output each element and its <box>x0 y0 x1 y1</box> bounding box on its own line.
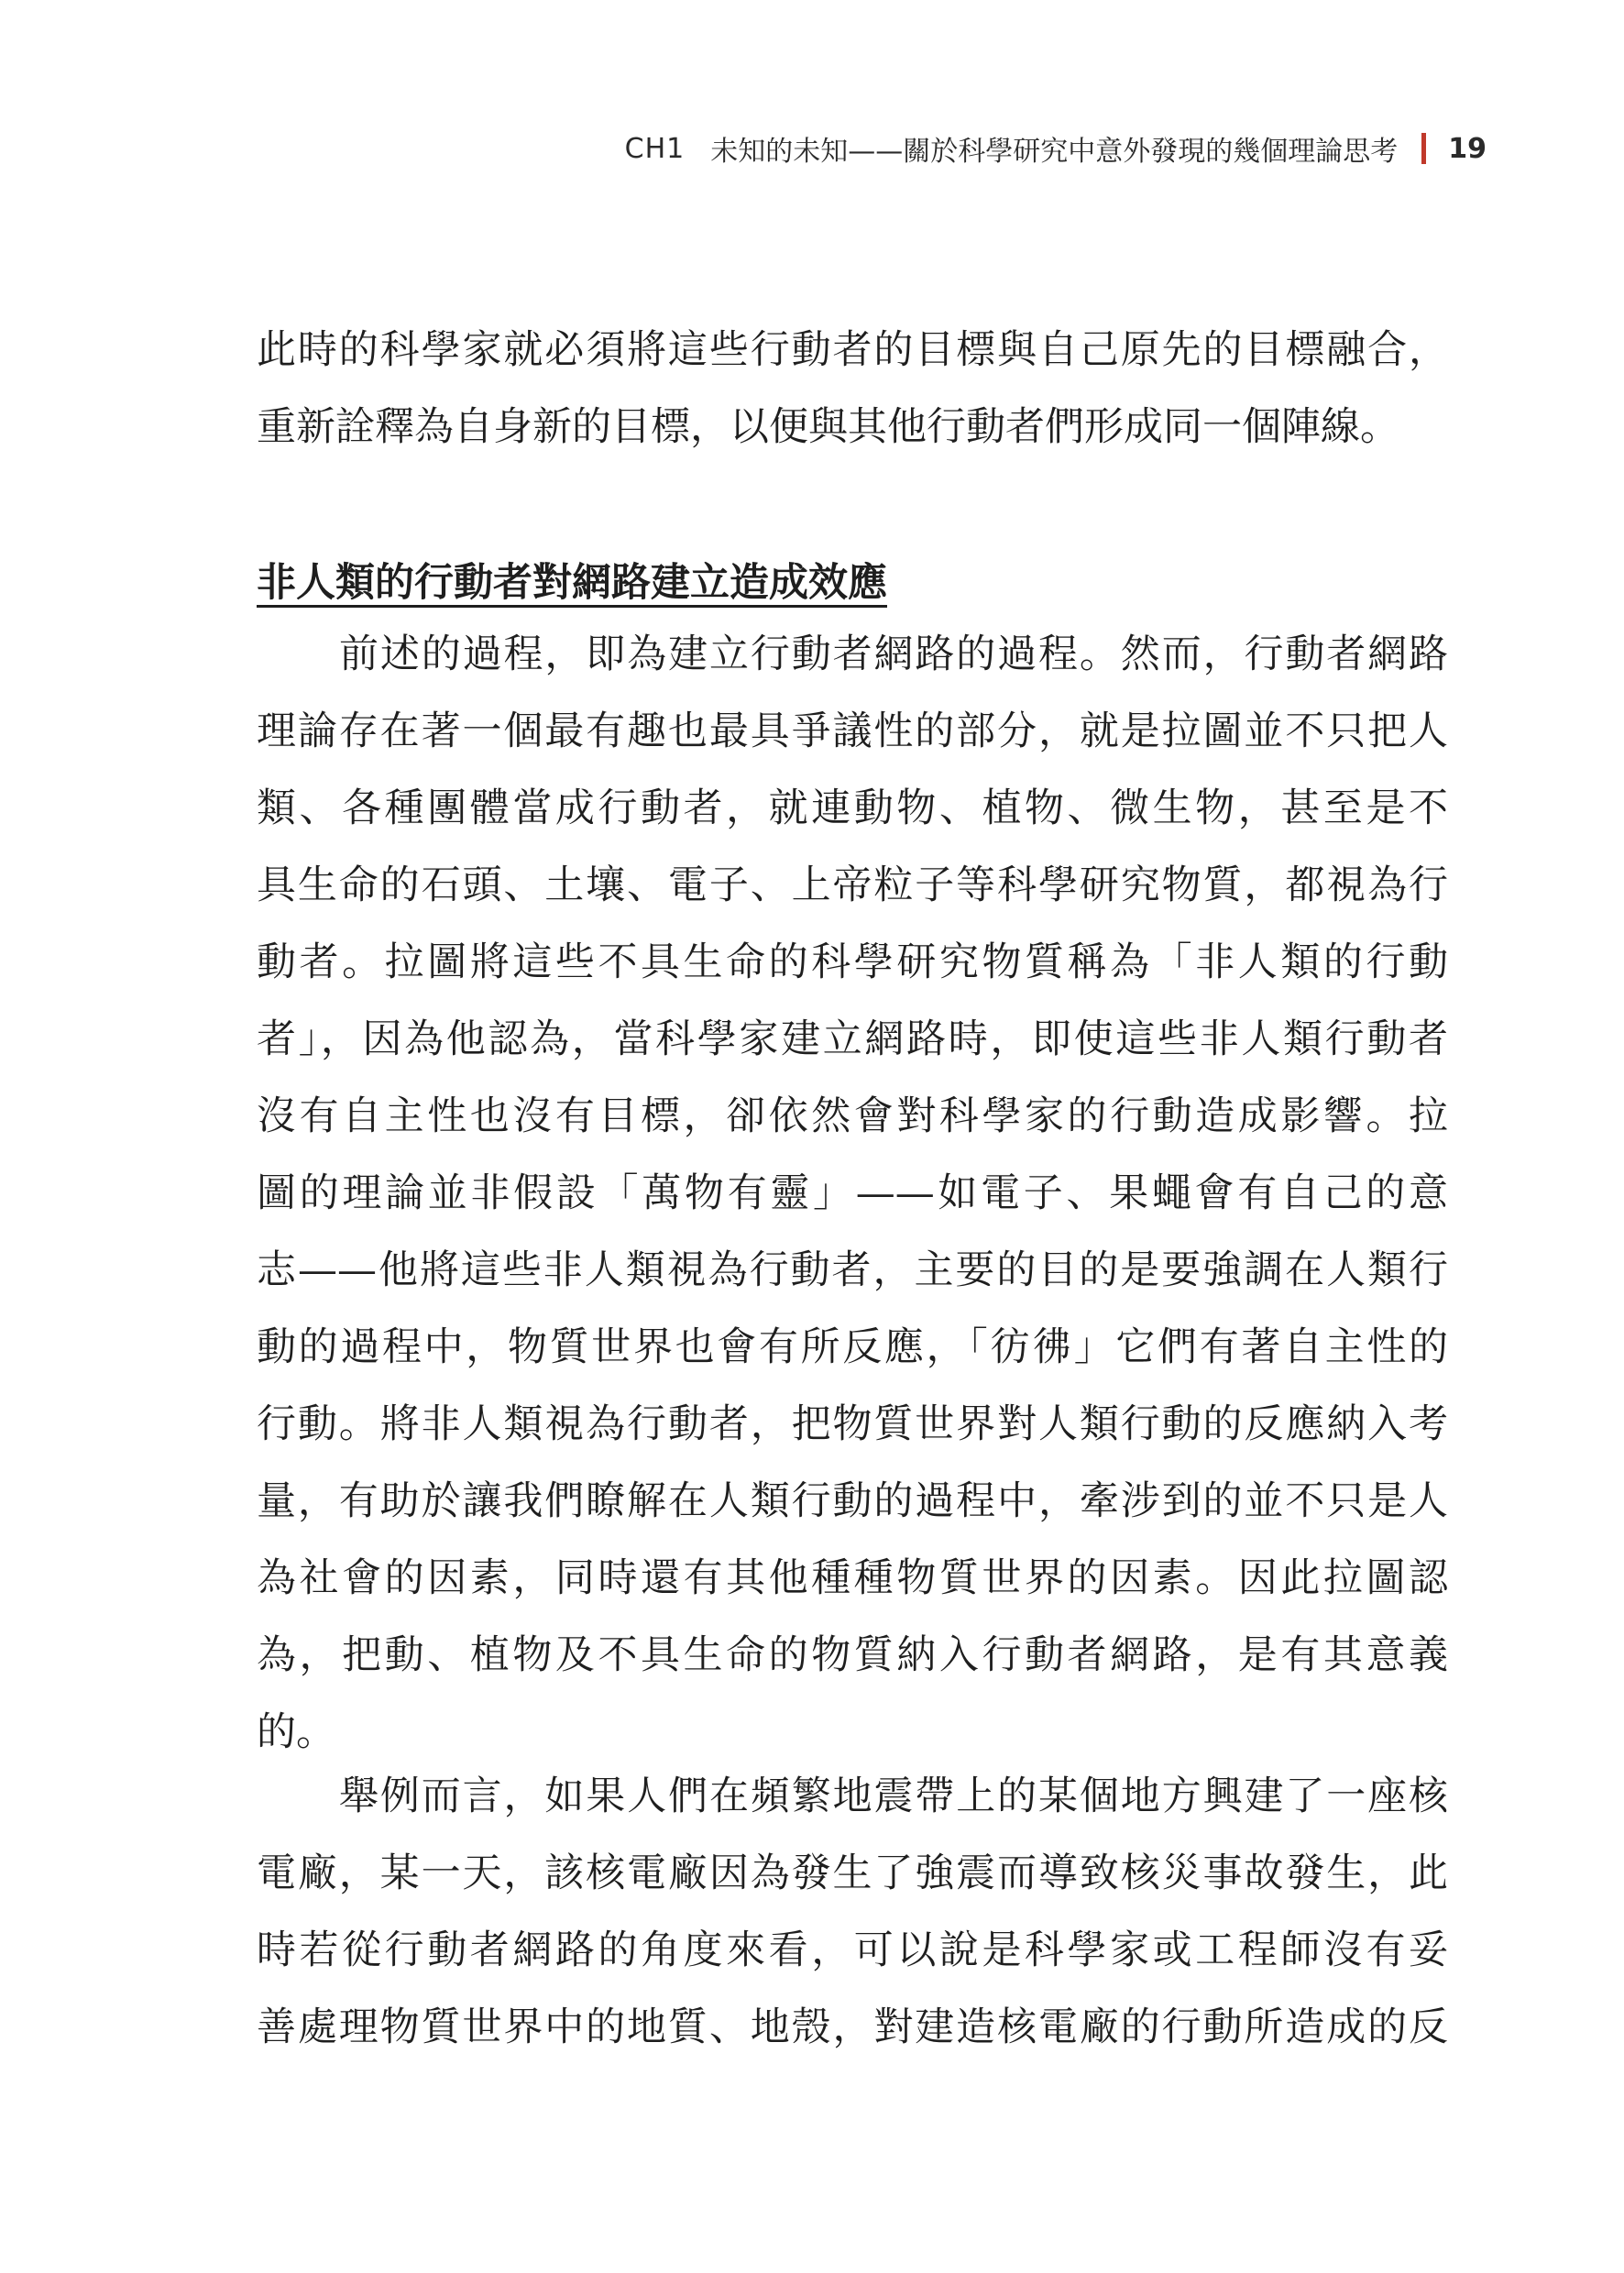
text-line: 為，把動、植物及不具生命的物質納入行動者網路，是有其意義 <box>257 1632 1448 1678</box>
text-line: 電廠，某一天，該核電廠因為發生了強震而導致核災事故發生，此 <box>257 1850 1448 1896</box>
chapter-title: 未知的未知——關於科學研究中意外發現的幾個理論思考 <box>710 136 1399 168</box>
text-line: 行動。將非人類視為行動者，把物質世界對人類行動的反應納入考 <box>257 1401 1448 1447</box>
text-line: 動的過程中，物質世界也會有所反應，「彷彿」它們有著自主性的 <box>257 1324 1448 1370</box>
text-line: 時若從行動者網路的角度來看，可以說是科學家或工程師沒有妥 <box>257 1927 1448 1973</box>
text-line: 量，有助於讓我們瞭解在人類行動的過程中，牽涉到的並不只是人 <box>257 1478 1448 1524</box>
text-line: 沒有自主性也沒有目標，卻依然會對科學家的行動造成影響。拉 <box>257 1093 1448 1139</box>
text-line: 具生命的石頭、土壤、電子、上帝粒子等科學研究物質，都視為行 <box>257 862 1448 908</box>
paragraph-2 <box>257 1758 1448 2066</box>
intro-paragraph <box>257 312 1448 466</box>
text-line: 為社會的因素，同時還有其他種種物質世界的因素。因此拉圖認 <box>257 1555 1448 1601</box>
header-divider <box>1421 133 1426 164</box>
text-line: 圖的理論並非假設「萬物有靈」——如電子、果蠅會有自己的意 <box>257 1170 1448 1216</box>
chapter-label: CH1 <box>624 132 686 165</box>
text-line: 理論存在著一個最有趣也最具爭議性的部分，就是拉圖並不只把人 <box>257 708 1448 754</box>
running-header <box>625 126 1487 170</box>
section-heading: 非人類的行動者對網路建立造成效應 <box>257 560 887 606</box>
text-line: 舉例而言，如果人們在頻繁地震帶上的某個地方興建了一座核 <box>339 1773 1448 1819</box>
page-number: 19 <box>1448 132 1487 165</box>
text-line: 動者。拉圖將這些不具生命的科學研究物質稱為「非人類的行動 <box>257 939 1448 985</box>
text-line: 重新詮釋為自身新的目標，以便與其他行動者們形成同一個陣線。 <box>257 404 1399 450</box>
text-line: 此時的科學家就必須將這些行動者的目標與自己原先的目標融合， <box>257 327 1448 373</box>
text-line: 志——他將這些非人類視為行動者，主要的目的是要強調在人類行 <box>257 1247 1448 1293</box>
text-line: 善處理物質世界中的地質、地殼，對建造核電廠的行動所造成的反 <box>257 2004 1448 2050</box>
text-line: 的。 <box>257 1709 335 1755</box>
text-line: 類、各種團體當成行動者，就連動物、植物、微生物，甚至是不 <box>257 785 1448 831</box>
paragraph-1 <box>257 616 1448 1771</box>
text-line: 者」，因為他認為，當科學家建立網路時，即使這些非人類行動者 <box>257 1016 1448 1062</box>
text-line: 前述的過程，即為建立行動者網路的過程。然而，行動者網路 <box>339 631 1448 677</box>
